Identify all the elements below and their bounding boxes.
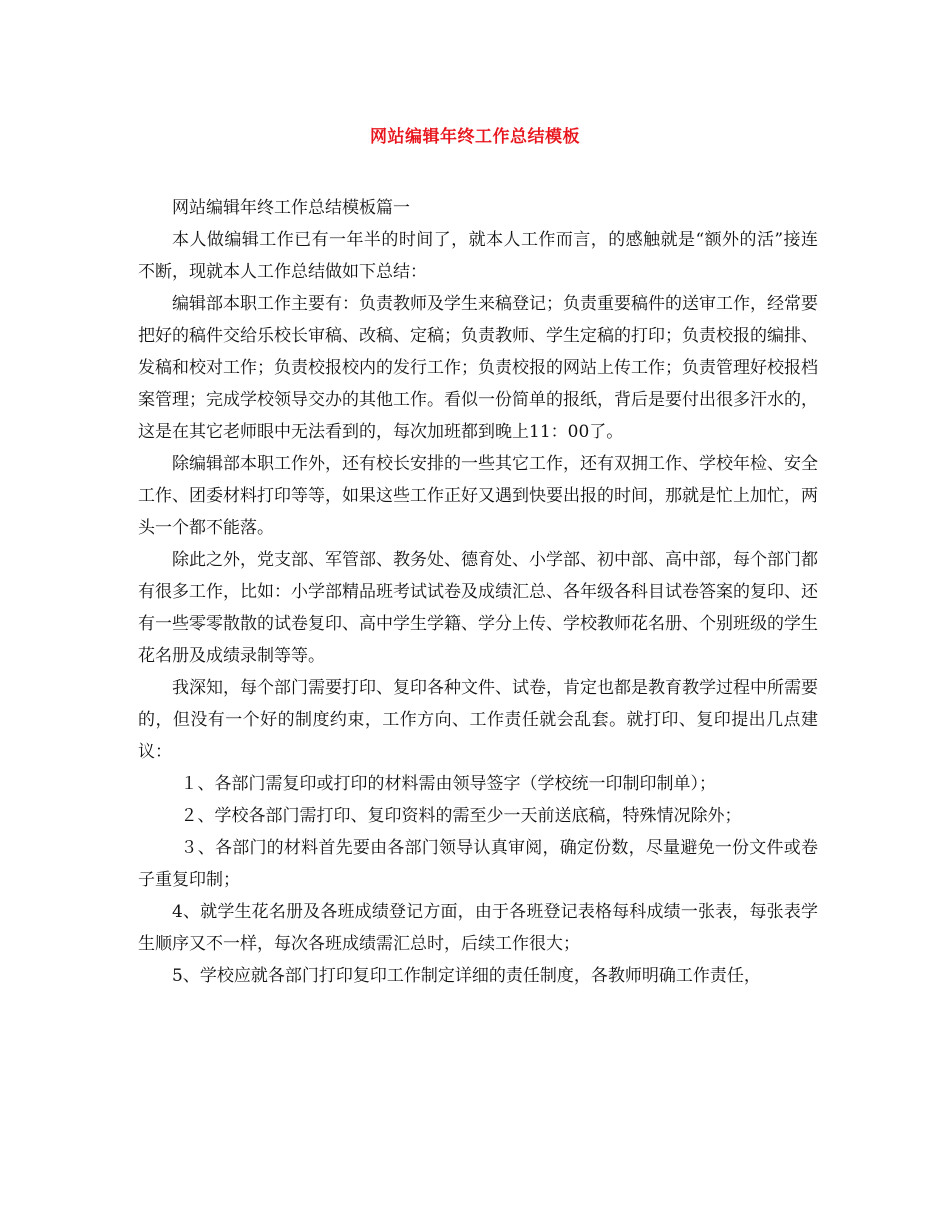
paragraph: 除编辑部本职工作外，还有校长安排的一些其它工作，还有双拥工作、学校年检、安全工作、团委材料打印等等，如果这些工作正好又遇到快要出报的时间，那就是忙上加忙，两头一个都不能落。 <box>138 454 818 538</box>
paragraph: 本人做编辑工作已有一年半的时间了，就本人工作而言，的感触就是“额外的活”接连不断，现就本人工作总结做如下总结： <box>138 230 818 282</box>
list-item: ３、各部门的材料首先要由各部门领导认真审阅，确定份数，尽量避免一份文件或卷子重复印制； <box>138 838 818 890</box>
section-heading: 网站编辑年终工作总结模板篇一 <box>172 198 410 218</box>
paragraph: 我深知，每个部门需要打印、复印各种文件、试卷，肯定也都是教育教学过程中所需要的，但没有一个好的制度约束，工作方向、工作责任就会乱套。就打印、复印提出几点建议： <box>138 678 818 762</box>
paragraph: 编辑部本职工作主要有：负责教师及学生来稿登记；负责重要稿件的送审工作，经常要把好的稿件交给乐校长审稿、改稿、定稿；负责教师、学生定稿的打印；负责校报的编排、发稿和校对工作；负责校报校内的发行工作；负责校报的网站上传工作；负责管理好校报档案管理；完成学校领导交办的其他工作。看似一份简单的报纸，背后是要付出很多汗水的，这是在其它老师眼中无法看到的，每次加班都到晚上11：00了。 <box>138 294 818 442</box>
list-item: 4、就学生花名册及各班成绩登记方面，由于各班登记表格每科成绩一张表，每张表学生顺序又不一样，每次各班成绩需汇总时，后续工作很大； <box>138 902 818 954</box>
document-body <box>138 192 818 992</box>
document-title: 网站编辑年终工作总结模板 <box>370 127 580 147</box>
list-item: ２、学校各部门需打印、复印资料的需至少一天前送底稿，特殊情况除外； <box>180 806 742 826</box>
list-item: 5、学校应就各部门打印复印工作制定详细的责任制度，各教师明确工作责任， <box>172 966 761 986</box>
paragraph: 除此之外，党支部、军管部、教务处、德育处、小学部、初中部、高中部，每个部门都有很多工作，比如：小学部精品班考试试卷及成绩汇总、各年级各科目试卷答案的复印、还有一些零零散散的试卷复印、高中学生学籍、学分上传、学校教师花名册、个别班级的学生花名册及成绩录制等等。 <box>138 550 818 666</box>
list-item: １、各部门需复印或打印的材料需由领导签字（学校统一印制印制单）； <box>180 774 716 794</box>
